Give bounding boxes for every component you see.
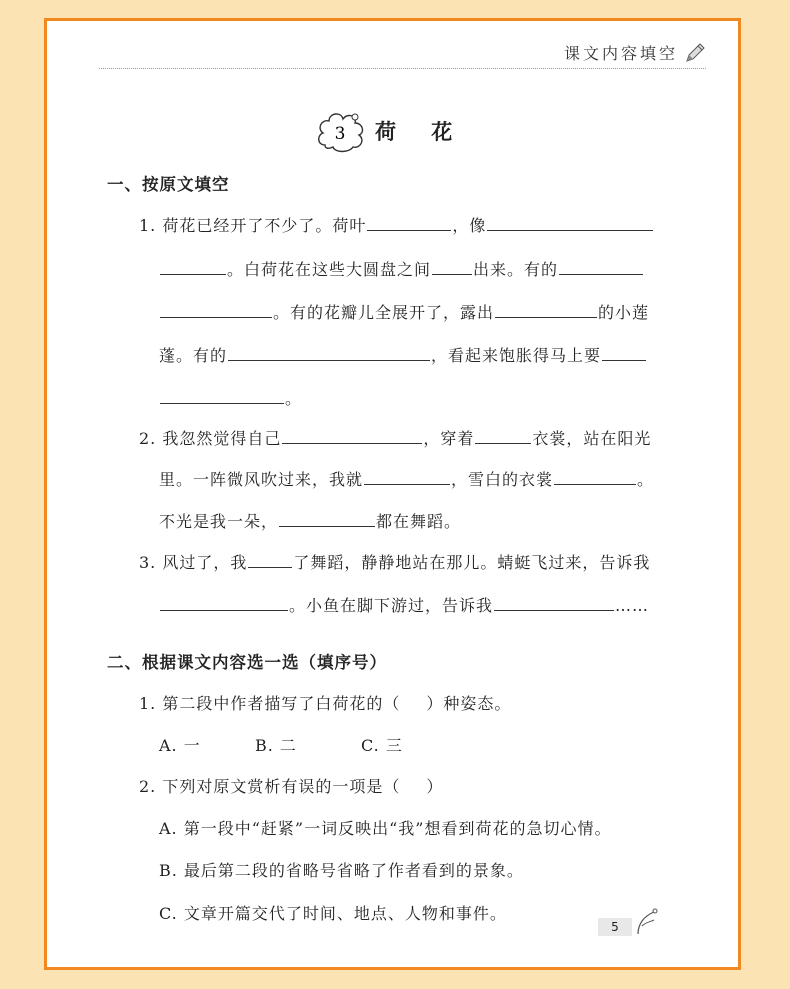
q1-line5: 。 — [159, 386, 302, 409]
worksheet-page — [44, 18, 741, 970]
mc1-option-a: A. 一 — [159, 736, 201, 755]
mc1-options — [159, 733, 403, 756]
mc2-option-c: C. 文章开篇交代了时间、地点、人物和事件。 — [159, 904, 507, 923]
q3-line2: 。小鱼在脚下游过，告诉我 …… — [159, 593, 649, 616]
q2-line3: 不光是我一朵， 都在舞蹈。 — [159, 512, 462, 531]
header-divider — [99, 68, 706, 69]
q3-line1: 3. 风过了，我 了舞蹈，静静地站在那儿。蜻蜓飞过来，告诉我 — [139, 553, 651, 572]
q1-line3: 。有的花瓣儿全展开了，露出 的小莲 — [159, 300, 649, 323]
mc2-option-b: B. 最后第二段的省略号省略了作者看到的景象。 — [159, 861, 524, 880]
mc2-option-a: A. 第一段中“赶紧”一词反映出“我”想看到荷花的急切心情。 — [159, 819, 612, 838]
cloud-badge-icon — [315, 109, 367, 153]
lesson-number: 3 — [334, 124, 346, 144]
lesson-title-block — [315, 109, 466, 153]
page-header — [564, 41, 706, 64]
q2-line2: 里。一阵微风吹过来，我就 ，雪白的衣裳 。 — [159, 470, 655, 489]
mc1-option-b: B. 二 — [255, 736, 297, 755]
q1-line2: 。白荷花在这些大圆盘之间 出来。有的 — [159, 257, 644, 280]
lesson-title: 荷 花 — [375, 120, 467, 144]
page-number: 5 — [598, 918, 632, 936]
mc2-stem: 2. 下列对原文赏析有误的一项是（ ） — [139, 777, 444, 796]
section2-heading: 二、根据课文内容选一选（填序号） — [107, 653, 387, 672]
section1-heading: 一、按原文填空 — [107, 175, 230, 194]
q2-line1: 2. 我忽然觉得自己 ，穿着 衣裳，站在阳光 — [139, 429, 652, 448]
leaf-decoration-icon — [632, 906, 660, 936]
header-title: 课文内容填空 — [563, 44, 678, 63]
mc1-option-c: C. 三 — [361, 736, 403, 755]
pencil-icon — [684, 42, 706, 64]
mc1-stem: 1. 第二段中作者描写了白荷花的（ ）种姿态。 — [139, 694, 512, 713]
q1-line1: 1. 荷花已经开了不少了。荷叶 ，像 — [139, 213, 654, 236]
q1-line4: 蓬。有的 ，看起来饱胀得马上要 — [159, 343, 647, 366]
